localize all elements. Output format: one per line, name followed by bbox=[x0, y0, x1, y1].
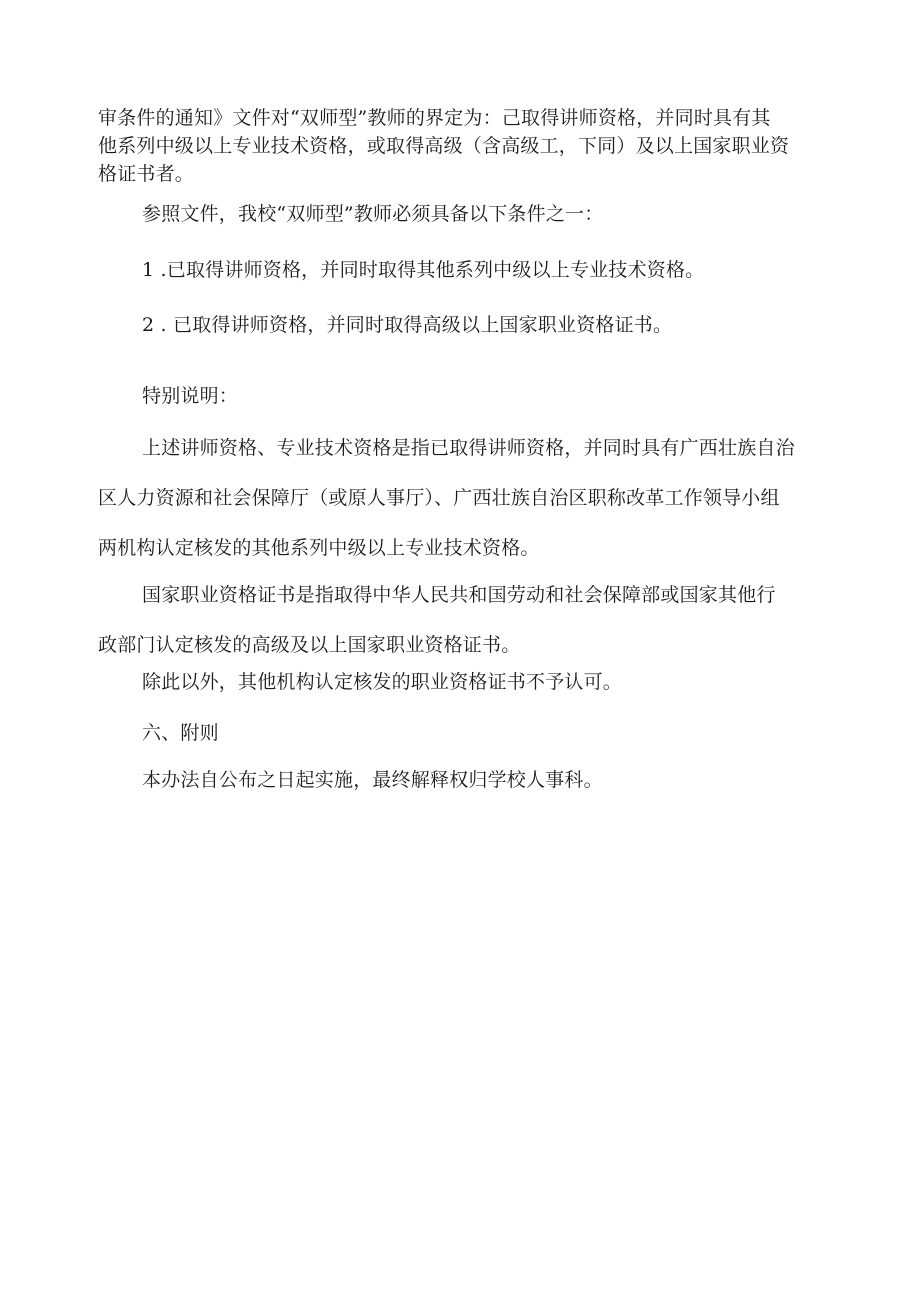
condition-item-1 bbox=[98, 256, 828, 284]
text-line: 参照文件，我校“双师型”教师必须具备以下条件之一： bbox=[142, 203, 604, 225]
special-note-heading bbox=[98, 382, 828, 410]
text-line: 审条件的通知》文件对“双师型”教师的界定为：己取得讲师资格，并同时具有其 bbox=[98, 107, 771, 129]
condition-item-2 bbox=[98, 311, 828, 339]
paragraph-reference bbox=[98, 200, 828, 228]
text-line: 国家职业资格证书是指取得中华人民共和国劳动和社会保障部或国家其他行 bbox=[142, 584, 776, 606]
paragraph-certificate bbox=[98, 570, 828, 670]
text-line: 除此以外，其他机构认定核发的职业资格证书不予认可。 bbox=[142, 671, 623, 693]
text-line: 本办法自公布之日起实施，最终解释权归学校人事科。 bbox=[142, 769, 603, 791]
paragraph-exclusion bbox=[98, 668, 828, 696]
paragraph-effective-date bbox=[98, 766, 828, 794]
paragraph-definition bbox=[98, 104, 828, 188]
text-line: 特别说明： bbox=[142, 385, 239, 407]
text-line: 上述讲师资格、专业技术资格是指已取得讲师资格，并同时具有广西壮族自治 bbox=[142, 437, 795, 459]
paragraph-lecturer-qualification bbox=[98, 423, 828, 573]
text-line: 六、附则 bbox=[142, 722, 219, 744]
text-line: 1 .已取得讲师资格，并同时取得其他系列中级以上专业技术资格。 bbox=[142, 259, 705, 281]
text-line: 2 . 已取得讲师资格，并同时取得高级以上国家职业资格证书。 bbox=[142, 314, 673, 336]
text-line: 区人力资源和社会保障厅（或原人事厅）、广西壮族自治区职称改革工作领导小组 bbox=[98, 487, 780, 509]
text-line: 格证书者。 bbox=[98, 163, 195, 185]
text-line: 他系列中级以上专业技术资格，或取得高级（含高级工，下同）及以上国家职业资 bbox=[98, 135, 790, 157]
text-line: 两机构认定核发的其他系列中级以上专业技术资格。 bbox=[98, 537, 540, 559]
text-line: 政部门认定核发的高级及以上国家职业资格证书。 bbox=[98, 634, 521, 656]
section-heading-supplementary bbox=[98, 719, 828, 747]
